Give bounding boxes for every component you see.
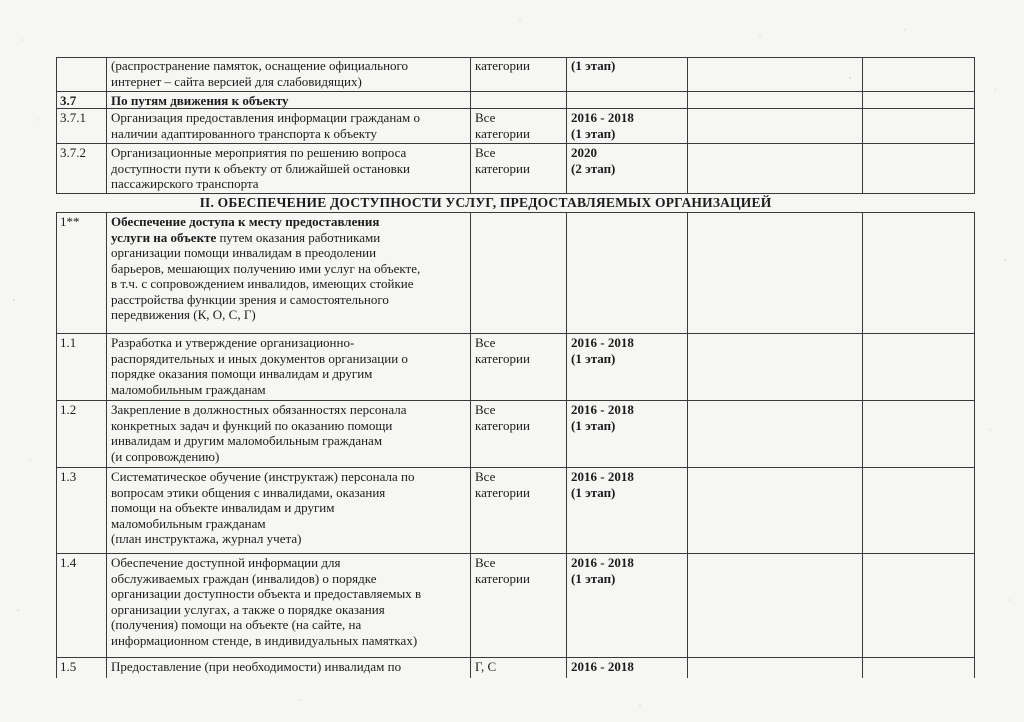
row-period-line: (1 этап): [571, 350, 616, 366]
row-category-line: категории: [475, 417, 530, 433]
row-period-line: 2016 - 2018: [571, 469, 634, 484]
row-period-line: (1 этап): [571, 570, 616, 586]
row-description-line: маломобильным гражданам: [111, 515, 266, 531]
row-description-line: обслуживаемых граждан (инвалидов) о порядке: [111, 570, 377, 586]
row-period-line: 2016 - 2018: [571, 555, 634, 570]
row-description-line: передвижения (К, О, С, Г): [111, 307, 256, 322]
row-description-line: барьеров, мешающих получению ими услуг на объекте,: [111, 260, 421, 276]
table-col-divider: [106, 212, 107, 678]
row-period: [571, 659, 634, 675]
row-description-line: Систематическое обучение (инструктаж) персонала по: [111, 469, 415, 484]
row-description: [111, 93, 289, 109]
row-description-line: организации услугах, а также о порядке оказания: [111, 601, 385, 617]
table-col-divider: [106, 57, 107, 193]
section-heading: II. ОБЕСПЕЧЕНИЕ ДОСТУПНОСТИ УСЛУГ, ПРЕДОСТАВЛЯЕМЫХ ОРГАНИЗАЦИЕЙ: [199, 195, 772, 210]
table-col-divider: [566, 212, 567, 678]
row-line: [56, 212, 975, 213]
row-period: [571, 335, 634, 366]
table-border-left-top: [56, 57, 57, 193]
row-description-line: в т.ч. с сопровождением инвалидов, имеющих стойкие: [111, 276, 414, 291]
table-col-divider: [687, 212, 688, 678]
row-description-line: Закрепление в должностных обязанностях персонала: [111, 402, 407, 417]
table-border-right: [974, 212, 975, 678]
row-number: 1.1: [60, 335, 77, 350]
row-description: [111, 555, 421, 648]
row-category-line: категории: [475, 58, 530, 73]
row-number: 1**: [60, 214, 80, 229]
row-line: [56, 657, 975, 658]
row-description-line: организации помощи инвалидам в преодолении: [111, 245, 377, 260]
row-description-line: наличии адаптированного транспорта к объекту: [111, 125, 377, 141]
row-description-line: услуги на объекте путем оказания работниками: [111, 229, 381, 245]
row-description-line: расстройства функции зрения и самостоятельного: [111, 291, 389, 307]
row-category: [475, 555, 530, 586]
row-period: [571, 58, 615, 74]
row-description: [111, 110, 420, 141]
row-description-line: Организация предоставления информации гражданам о: [111, 110, 421, 125]
row-description: [111, 335, 408, 397]
row-description-line: информационном стенде, в индивидуальных памятках): [111, 632, 418, 648]
row-description-line: Разработка и утверждение организационно-: [111, 335, 355, 350]
row-category-line: Все: [475, 145, 496, 160]
row-category-line: категории: [475, 570, 530, 586]
row-period-line: 2016 - 2018: [571, 402, 634, 417]
row-period: [571, 469, 634, 500]
row-description-line: маломобильным гражданам: [111, 381, 266, 397]
row-line: [56, 143, 975, 144]
row-description: [111, 58, 408, 89]
row-category-line: категории: [475, 125, 530, 141]
row-description-line: интернет – сайта версией для слабовидящих): [111, 73, 362, 89]
row-line: [56, 91, 975, 92]
table-border-left: [56, 212, 57, 678]
row-number: 1.2: [60, 402, 77, 417]
row-description-line: вопросам этики общения с инвалидами, оказания: [111, 484, 386, 500]
row-number: 3.7.2: [60, 145, 86, 160]
row-category: [475, 335, 530, 366]
row-period-line: 2020: [571, 145, 597, 160]
row-period: [571, 402, 634, 433]
row-description-bold-prefix: услуги на объекте: [111, 229, 217, 245]
row-description-line: По путям движения к объекту: [111, 93, 289, 108]
row-line: [56, 193, 975, 194]
row-period-line: (1 этап): [571, 484, 616, 500]
row-description-line: доступности пути к объекту от ближайшей остановки: [111, 160, 410, 176]
row-period: [571, 145, 615, 176]
row-description-line: (получения) помощи на объекте (на сайте, на: [111, 617, 362, 632]
table-col-divider: [862, 57, 863, 193]
table-col-divider: [470, 57, 471, 193]
row-category-line: Все: [475, 335, 496, 350]
row-period-line: (1 этап): [571, 58, 616, 73]
row-category-line: категории: [475, 484, 530, 500]
row-number: 3.7: [60, 93, 77, 108]
row-description-line: Предоставление (при необходимости) инвалидам по: [111, 659, 402, 674]
row-description: [111, 402, 407, 464]
row-period: [571, 555, 634, 586]
row-period-line: 2016 - 2018: [571, 335, 634, 350]
table-col-divider: [470, 212, 471, 678]
row-description-line: пассажирского транспорта: [111, 176, 259, 191]
row-description: [111, 469, 414, 547]
row-description-line: (план инструктажа, журнал учета): [111, 531, 302, 546]
row-category: [475, 469, 530, 500]
row-description-line: распорядительных и иных документов организации о: [111, 350, 408, 366]
row-number: 1.3: [60, 469, 77, 484]
row-period-line: 2016 - 2018: [571, 659, 634, 674]
row-line: [56, 333, 975, 334]
row-description-line: (и сопровождению): [111, 448, 220, 464]
row-description-bold-line: Обеспечение доступа к месту предоставления: [111, 214, 380, 229]
row-number: 1.4: [60, 555, 77, 570]
row-description-line: Обеспечение доступной информации для: [111, 555, 341, 570]
row-line: [56, 553, 975, 554]
row-line: [56, 400, 975, 401]
row-number: 3.7.1: [60, 110, 86, 125]
table-col-divider: [862, 212, 863, 678]
row-description: [111, 230, 420, 323]
row-category-line: Все: [475, 469, 496, 484]
row-category: [475, 145, 530, 176]
row-category-line: Все: [475, 555, 496, 570]
row-category: [475, 110, 530, 141]
row-line: [56, 467, 975, 468]
table-col-divider: [687, 57, 688, 193]
row-period-line: 2016 - 2018: [571, 110, 634, 125]
row-description: [111, 659, 401, 675]
row-period-line: (2 этап): [571, 160, 616, 176]
table-border-right-top: [974, 57, 975, 193]
row-period-line: (1 этап): [571, 417, 616, 433]
row-category-line: Все: [475, 402, 496, 417]
row-category-line: Г, С: [475, 659, 497, 674]
row-category-line: категории: [475, 160, 530, 176]
row-period: [571, 110, 634, 141]
row-category: [475, 402, 530, 433]
row-description-line: порядке оказания помощи инвалидам и другим: [111, 366, 373, 381]
row-description-line: Организационные мероприятия по решению вопроса: [111, 145, 407, 160]
row-description-line: конкретных задач и функций по оказанию помощи: [111, 417, 393, 433]
row-period-line: (1 этап): [571, 125, 616, 141]
row-description-line: (распространение памяток, оснащение официального: [111, 58, 409, 73]
row-description-bold: [111, 214, 379, 230]
row-category-line: категории: [475, 350, 530, 366]
row-description-line: помощи на объекте инвалидам и другим: [111, 500, 335, 515]
row-description-line: организации доступности объекта и предоставляемых в: [111, 586, 422, 601]
row-category: [475, 58, 530, 74]
row-description: [111, 145, 410, 192]
row-category: [475, 659, 496, 675]
row-number: 1.5: [60, 659, 77, 674]
table-col-divider: [566, 57, 567, 193]
row-category-line: Все: [475, 110, 496, 125]
row-description-line: инвалидам и другим маломобильным гражданам: [111, 433, 383, 448]
